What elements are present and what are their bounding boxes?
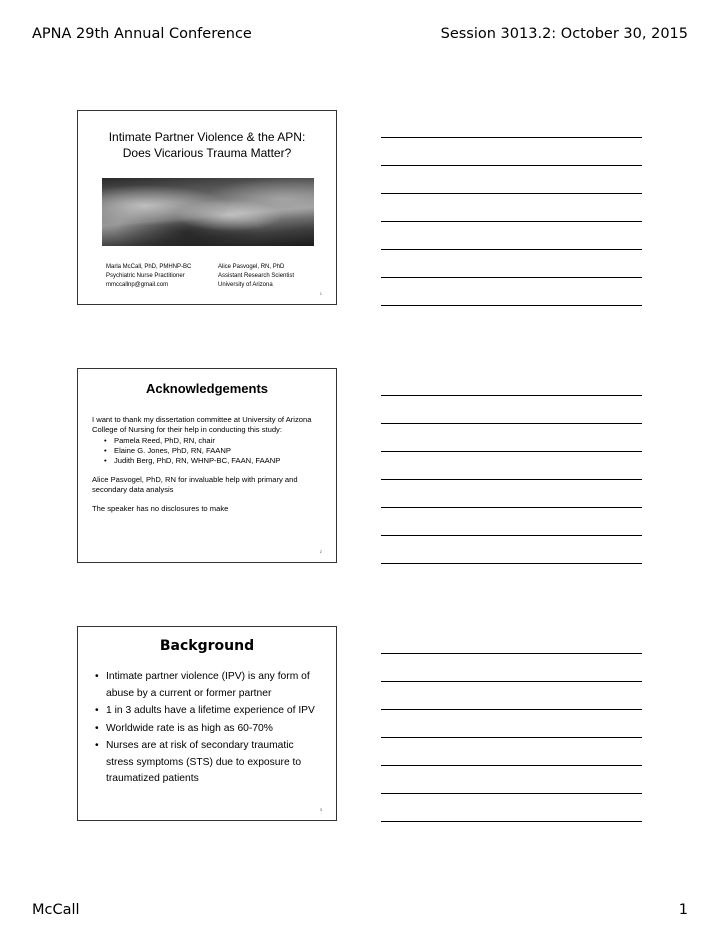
slide-3-title: Background xyxy=(159,638,255,654)
note-line xyxy=(381,737,642,738)
note-line xyxy=(381,249,642,250)
note-line xyxy=(381,563,642,564)
list-item: • Pamela Reed, PhD, RN, chair xyxy=(114,436,320,446)
list-item: • 1 in 3 adults have a lifetime experience of IPV xyxy=(106,703,322,720)
author-1: Marla McCall, PhD, PMHNP-BC Psychiatric Nurse Practitioner mmccallnp@gmail.com xyxy=(106,264,192,288)
list-item: • Worldwide rate is as high as 60-70% xyxy=(106,721,322,738)
note-line xyxy=(381,681,642,682)
note-line xyxy=(381,193,642,194)
note-line xyxy=(381,277,642,278)
note-line xyxy=(381,221,642,222)
slide-1 xyxy=(77,110,337,305)
list-item: • Intimate partner violence (IPV) is any form of abuse by a current or former partner xyxy=(106,669,322,702)
note-line xyxy=(381,709,642,710)
background-list xyxy=(96,669,322,789)
note-line xyxy=(381,479,642,480)
note-line xyxy=(381,451,642,452)
note-line xyxy=(381,395,642,396)
note-line xyxy=(381,765,642,766)
slide-2-title: Acknowledgements xyxy=(145,381,269,396)
page-number: 1 xyxy=(678,902,688,918)
page-footer-author: McCall xyxy=(32,902,80,918)
slide-2 xyxy=(77,368,337,563)
slide-number: 3 xyxy=(319,807,322,812)
author-2: Alice Pasvogel, RN, PhD Assistant Research Scientist University of Arizona xyxy=(218,264,295,288)
ocean-photo xyxy=(102,178,314,246)
slide-2-body xyxy=(92,415,320,514)
note-line xyxy=(381,653,642,654)
note-line xyxy=(381,305,642,306)
list-item: • Nurses are at risk of secondary traumatic stress symptoms (STS) due to exposure to traumatized patients xyxy=(106,738,322,788)
note-line xyxy=(381,535,642,536)
slide-number: 1 xyxy=(319,291,322,296)
acknowledgement-thanks: Alice Pasvogel, PhD, RN for invaluable help with primary and secondary data analysis xyxy=(92,475,298,494)
note-line xyxy=(381,423,642,424)
list-item: • Elaine G. Jones, PhD, RN, FAANP xyxy=(114,446,320,456)
note-line xyxy=(381,137,642,138)
page-header-right: Session 3013.2: October 30, 2015 xyxy=(440,26,688,42)
note-line xyxy=(381,821,642,822)
acknowledgement-intro: I want to thank my dissertation committee at University of Arizona College of Nursing for their help in conducting this study: xyxy=(92,415,312,434)
committee-list xyxy=(92,436,320,466)
slide-number: 2 xyxy=(319,549,322,554)
slide-3 xyxy=(77,626,337,821)
note-line xyxy=(381,165,642,166)
disclosure-statement: The speaker has no disclosures to make xyxy=(92,504,229,513)
page-header-left: APNA 29th Annual Conference xyxy=(32,26,252,42)
slide-1-title: Intimate Partner Violence & the APN: Does Vicarious Trauma Matter? xyxy=(108,130,306,160)
author-block xyxy=(106,263,322,290)
list-item: • Judith Berg, PhD, RN, WHNP-BC, FAAN, FAANP xyxy=(114,456,320,466)
note-line xyxy=(381,507,642,508)
note-line xyxy=(381,793,642,794)
